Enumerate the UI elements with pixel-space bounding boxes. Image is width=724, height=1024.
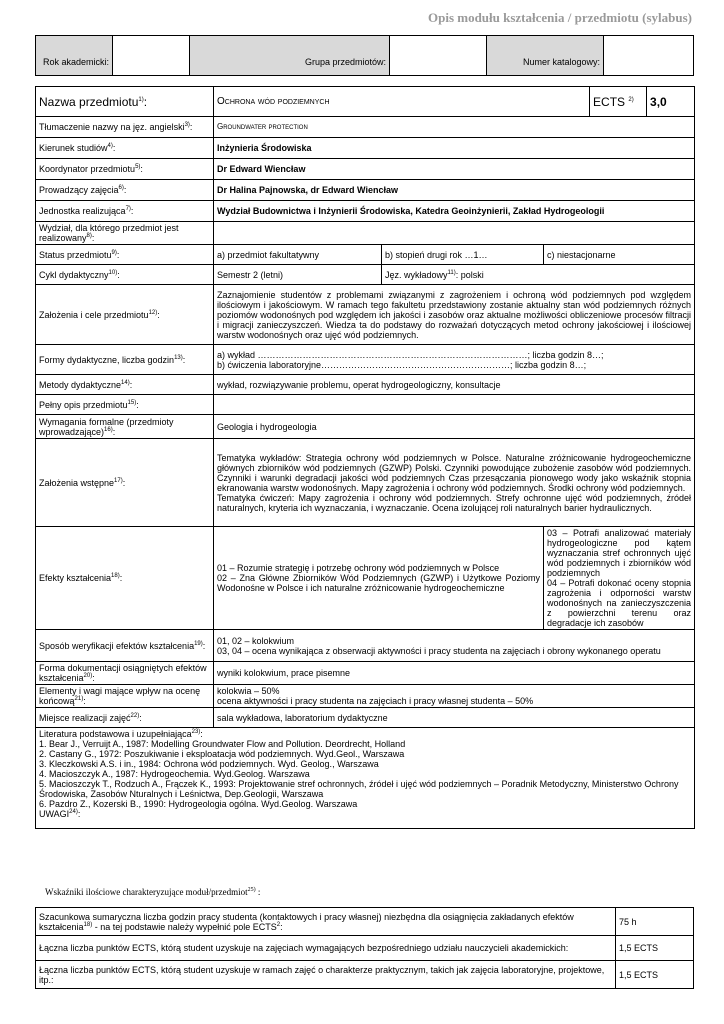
koordynator-value: Dr Edward Wiencław [214, 159, 695, 180]
wskaznik-value: 1,5 ECTS [616, 961, 694, 989]
wskaznik-text: Łączna liczba punktów ECTS, którą student uzyskuje na zajęciach wymagających bezpośredniego udziału nauczycieli akademickich: [36, 936, 616, 961]
pelny-opis-label: Pełny opis przedmiotu$^{15)}$: [36, 395, 214, 415]
literatura-item: 1. Bear J., Verruijt A., 1987: Modelling Groundwater Flow and Pollution. Deordrecht, Holland [39, 739, 406, 749]
cykl-label: Cykl dydaktyczny$^{10)}$: [36, 265, 214, 285]
prowadzacy-label: Prowadzący zajęcia$^{6)}$: [36, 180, 214, 201]
literatura-item: 6. Pazdro Z., Kozerski B., 1990: Hydrogeologia ogólna. Wyd.Geolog. Warszawa [39, 799, 358, 809]
rok-value [113, 36, 190, 76]
literatura-cell [36, 728, 695, 829]
kierunek-label: Kierunek studiów$^{4)}$: [36, 138, 214, 159]
wskaznik-text: Łączna liczba punktów ECTS, którą student uzyskuje w ramach zajęć o charakterze praktycznym, takich jak zajęcia laboratoryjne, projektowe, itp.: [36, 961, 616, 989]
efekty-left: 01 – Rozumie strategię i potrzebę ochrony wód podziemnych w Polsce 02 – Zna Główne Zbiorników Wód Podziemnych (GZWP) i Użytkowe Poziomy Wodonośne w Polsce i ich naturalne zróżnicowanie hydrogeochemiczne [214, 527, 544, 630]
ects-value: 3,0 [647, 87, 695, 117]
efekty-label: Efekty kształcenia$^{18)}$: [36, 527, 214, 630]
status-label: Status przedmiotu$^{9)}$: [36, 245, 214, 265]
prowadzacy-value: Dr Halina Pajnowska, dr Edward Wiencław [214, 180, 695, 201]
metody-label: Metody dydaktyczne$^{14)}$: [36, 375, 214, 395]
nazwa-label: Nazwa przedmiotu$^{1)}$: [36, 87, 214, 117]
syllabus-table [35, 86, 695, 829]
kierunek-value: Inżynieria Środowiska [214, 138, 695, 159]
literatura-item: 4. Macioszczyk A., 1987: Hydrogeochemia. Wyd.Geolog. Warszawa [39, 769, 310, 779]
elementy-value: kolokwia – 50% ocena aktywności i pracy studenta na zajęciach i pracy własnej studenta – 50% [214, 685, 695, 708]
miejsce-value: sala wykładowa, laboratorium dydaktyczne [214, 708, 695, 728]
jednostka-value: Wydział Budownictwa i Inżynierii Środowiska, Katedra Geoinżynierii, Zakład Hydrogeologii [214, 201, 695, 222]
status-b: b) stopień drugi rok …1… [382, 245, 544, 265]
literatura-item: 2. Castany G., 1972: Poszukiwanie i eksploatacja wód podziemnych. Wyd.Geol., Warszawa [39, 749, 405, 759]
page-header-title: Opis modułu kształcenia / przedmiotu (sylabus) [427, 10, 692, 25]
formy-wyklad: a) wykład ………………………………………………………………………………; liczba godzin 8…; [217, 349, 604, 360]
pelny-opis-value [214, 395, 695, 415]
elementy-label: Elementy i wagi mające wpływ na ocenę końcową$^{21)}$: [36, 685, 214, 708]
tlumaczenie-value: Groundwater protection [214, 117, 695, 138]
uwagi-label: UWAGI$^{24)}$: [39, 809, 81, 819]
wskaznik-value: 75 h [616, 908, 694, 936]
wydzial-value [214, 222, 695, 245]
literatura-item: 5. Macioszczyk T., Rodzuch A., Frączek K., 1993: Projektowanie stref ochronnych, źródeł i ujęć wód podziemnych – Poradnik Metodyczny, Ministerstwo Ochrony Środowiska, Zasobów Nturalnych i Leśnictwa, Dep.Geologii, Warszawa [39, 779, 679, 799]
top-info-table [35, 35, 694, 76]
cykl-value: Semestr 2 (letni) [214, 265, 382, 285]
sposob-value: 01, 02 – kolokwium 03, 04 – ocena wynikająca z obserwacji aktywności i pracy studenta na zajęciach i obrony wykonanego operatu [214, 630, 695, 662]
jednostka-label: Jednostka realizująca$^{7)}$: [36, 201, 214, 222]
wskazniki-table [35, 907, 694, 989]
forma-value: wyniki kolokwium, prace pisemne [214, 662, 695, 685]
sposob-label: Sposób weryfikacji efektów kształcenia$^{19)}$: [36, 630, 214, 662]
ects-label: ECTS $^{2)}$ [590, 87, 647, 117]
miejsce-label: Miejsce realizacji zajęć$^{22)}$: [36, 708, 214, 728]
zalozenia-cele-value: Zaznajomienie studentów z problemami związanymi z zagrożeniem i ochroną wód podziemnych pod względem ilościowym i jakościowym. W ramach tego fakultetu przedstawiony zostanie aktualny stan wód podziemnych różnych poziomów wodonośnych pod względem ich jakości i zasobów oraz aktualne możliwości obliczeniowe procesów filtracji i migracji zanieczyszczeń. Wiedza ta do podstawy do rozważań dotyczących metod ochrony jakościowej i ilościowej warstw wodonośnych oraz ujęć wód podziemnych. [214, 285, 695, 345]
forma-label: Forma dokumentacji osiągniętych efektów kształcenia$^{20)}$: [36, 662, 214, 685]
grupa-label: Grupa przedmiotów: [190, 36, 390, 76]
wskaznik-text: Szacunkowa sumaryczna liczba godzin pracy studenta (kontaktowych i pracy własnej) niezbędna dla osiągnięcia zakładanych efektów kształcenia$^{18)}$ - na tej podstawie należy wypełnić pole ECTS$^2$: [36, 908, 616, 936]
status-c: c) niestacjonarne [544, 245, 695, 265]
wymagania-label: Wymagania formalne (przedmioty wprowadzające)$^{16)}$: [36, 415, 214, 439]
status-a: a) przedmiot fakultatywny [214, 245, 382, 265]
formy-value [214, 345, 695, 375]
numer-label: Numer katalogowy: [487, 36, 604, 76]
rok-label: Rok akademicki: [36, 36, 113, 76]
literatura-item: 3. Kleczkowski A.S. i in., 1984: Ochrona wód podziemnych. Wyd. Geolog., Warszawa [39, 759, 379, 769]
wydzial-label: Wydział, dla którego przedmiot jest realizowany$^{8)}$: [36, 222, 214, 245]
metody-value: wykład, rozwiązywanie problemu, operat hydrogeologiczny, konsultacje [214, 375, 695, 395]
koordynator-label: Koordynator przedmiotu$^{5)}$: [36, 159, 214, 180]
formy-cwiczenia: b) ćwiczenia laboratoryjne………………………………………………………; liczba godzin 8…; [217, 359, 587, 370]
wskaznik-value: 1,5 ECTS [616, 936, 694, 961]
numer-value [604, 36, 694, 76]
formy-label: Formy dydaktyczne, liczba godzin$^{13)}$: [36, 345, 214, 375]
zalozenia-wstepne-label: Założenia wstępne$^{17)}$: [36, 439, 214, 527]
wymagania-value: Geologia i hydrogeologia [214, 415, 695, 439]
zalozenia-cele-label: Założenia i cele przedmiotu$^{12)}$: [36, 285, 214, 345]
tlumaczenie-label: Tłumaczenie nazwy na jęz. angielski$^{3)}$: [36, 117, 214, 138]
literatura-label: Literatura podstawowa i uzupełniająca$^{23)}$: [39, 729, 203, 739]
wskazniki-heading: Wskaźniki ilościowe charakteryzujące moduł/przedmiot$^{25)}$ : [45, 887, 261, 897]
zalozenia-wstepne-value: Tematyka wykładów: Strategia ochrony wód podziemnych w Polsce. Naturalne zróżnicowanie hydrogeochemiczne głównych zbiorników wód podziemnych (GZWP) Polski. Czynniki powodujące zubożenie zasobów wód podziemnych. Czynniki i warunki degradacji jakości wód podziemnych Czas przesączania pionowego wody jako wskaźnik stopnia ekranowania warstw wodonośnych. Mapy zagrożenia i ochrony wód podziemnych. Środki ochrony wód podziemnych. Tematyka ćwiczeń: Mapy zagrożenia i ochrony wód podziemnych. Strefy ochronne ujęć wód podziemnych, źródeł naturalnych, kryteria ich wyznaczania, i wyznaczanie. Ocena izolującej roli naturalnych barier hydraulicznych. [214, 439, 695, 527]
jezyk-value: Jęz. wykładowy$^{11)}$: polski [382, 265, 695, 285]
grupa-value [390, 36, 487, 76]
efekty-right: 03 – Potrafi analizować materiały hydrogeologiczne pod kątem wyznaczania stref ochronnych ujęć wód podziemnych i zbiorników wód podziemnych 04 – Potrafi dokonać oceny stopnia zagrożenia i odporności warstw wodonośnych na zanieczyszczenia z powierzchni terenu oraz degradacje ich zasobów [544, 527, 695, 630]
nazwa-value: Ochrona wód podziemnych [214, 87, 590, 117]
